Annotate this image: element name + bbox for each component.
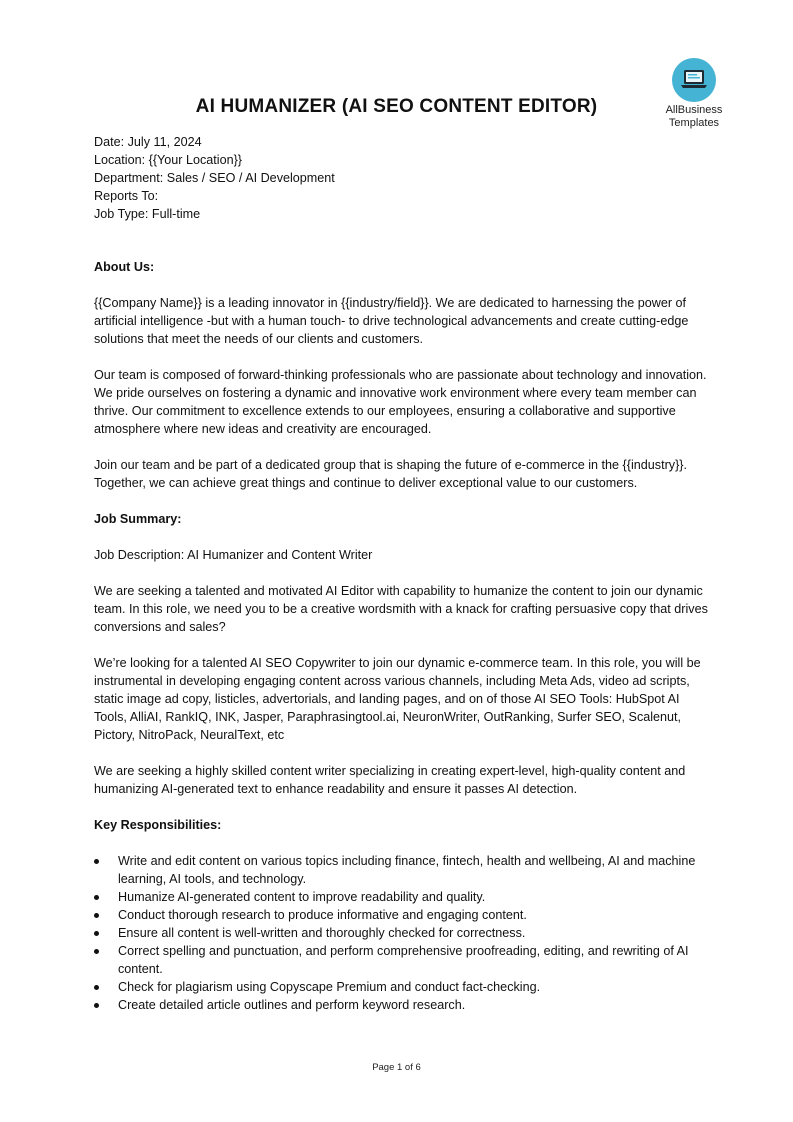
summary-heading: Job Summary: [94,512,182,526]
list-item [94,924,714,942]
about-heading: About Us: [94,260,155,274]
list-item-text: Correct spelling and punctuation, and perform comprehensive proofreading, editing, and rewriting of AI content. [118,944,689,976]
list-item [94,906,714,924]
list-item [94,996,714,1014]
bullet-icon [94,931,99,936]
bullet-icon [94,913,99,918]
list-item [94,852,714,888]
list-item-text: Check for plagiarism using Copyscape Premium and conduct fact-checking. [118,980,541,994]
list-item [94,978,714,996]
bullet-icon [94,895,99,900]
about-paragraph: Join our team and be part of a dedicated group that is shaping the future of e-commerce in the {{industry}}. Together, we can achieve great things and continue to deliver exceptional value to our customers. [94,458,687,490]
logo-text-line1: AllBusiness [665,104,723,116]
summary-paragraph: We are seeking a talented and motivated AI Editor with capability to humanize the content to join our dynamic team. In this role, we need you to be a creative wordsmith with a knack for crafting persuasive copy that drives conversions and sales? [94,584,708,634]
list-item [94,942,714,978]
list-item-text: Ensure all content is well-written and thoroughly checked for correctness. [118,926,526,940]
summary-paragraph: We’re looking for a talented AI SEO Copywriter to join our dynamic e-commerce team. In this role, you will be instrumental in developing engaging content across various channels, including Meta Ads, video ad scripts, static image ad copy, listicles, advertorials, and landing pages, and on of those AI SEO Tools: HubSpot AI Tools, AlliAI, RankIQ, INK, Jasper, Paraphrasingtool.ai, NeuronWriter, OutRanking, Surfer SEO, Scalenut, Pictory, NitroPack, NeuralText, etc [94,656,701,742]
list-item [94,888,714,906]
meta-job-type: Job Type: Full-time [94,207,201,221]
summary-paragraph: We are seeking a highly skilled content writer specializing in creating expert-level, high-quality content and humanizing AI-generated text to enhance readability and ensure it passes AI detection. [94,764,686,796]
list-item-text: Humanize AI-generated content to improve readability and quality. [118,890,486,904]
responsibilities-list [94,852,714,1014]
document-title: AI HUMANIZER (AI SEO CONTENT EDITOR) [195,96,598,117]
meta-location: Location: {{Your Location}} [94,153,242,167]
about-paragraph: {{Company Name}} is a leading innovator in {{industry/field}}. We are dedicated to harnessing the power of artificial intelligence -but with a human touch- to drive technological advancements and create cutting-edge solutions that meet the needs of our clients and customers. [94,296,689,346]
about-paragraph: Our team is composed of forward-thinking professionals who are passionate about technology and innovation. We pride ourselves on fostering a dynamic and innovative work environment where every team member can thrive. Our commitment to excellence extends to our employees, ensuring a collaborative and supportive atmosphere where new ideas and creativity are encouraged. [94,368,707,436]
document-body [94,258,714,1014]
page-number: Page 1 of 6 [372,1062,421,1073]
bullet-icon [94,859,99,864]
meta-department: Department: Sales / SEO / AI Development [94,171,335,185]
list-item-text: Write and edit content on various topics including finance, fintech, health and wellbeing, AI and machine learning, AI tools, and technology. [118,854,696,886]
responsibilities-heading: Key Responsibilities: [94,818,222,832]
logo-text-line2: Templates [668,117,720,129]
bullet-icon [94,985,99,990]
bullet-icon [94,1003,99,1008]
company-logo [656,58,732,130]
meta-date: Date: July 11, 2024 [94,135,202,149]
list-item-text: Conduct thorough research to produce informative and engaging content. [118,908,527,922]
meta-reports-to: Reports To: [94,189,159,203]
job-meta [94,133,714,223]
job-description-line: Job Description: AI Humanizer and Content Writer [94,548,373,562]
list-item-text: Create detailed article outlines and perform keyword research. [118,998,466,1012]
bullet-icon [94,949,99,954]
